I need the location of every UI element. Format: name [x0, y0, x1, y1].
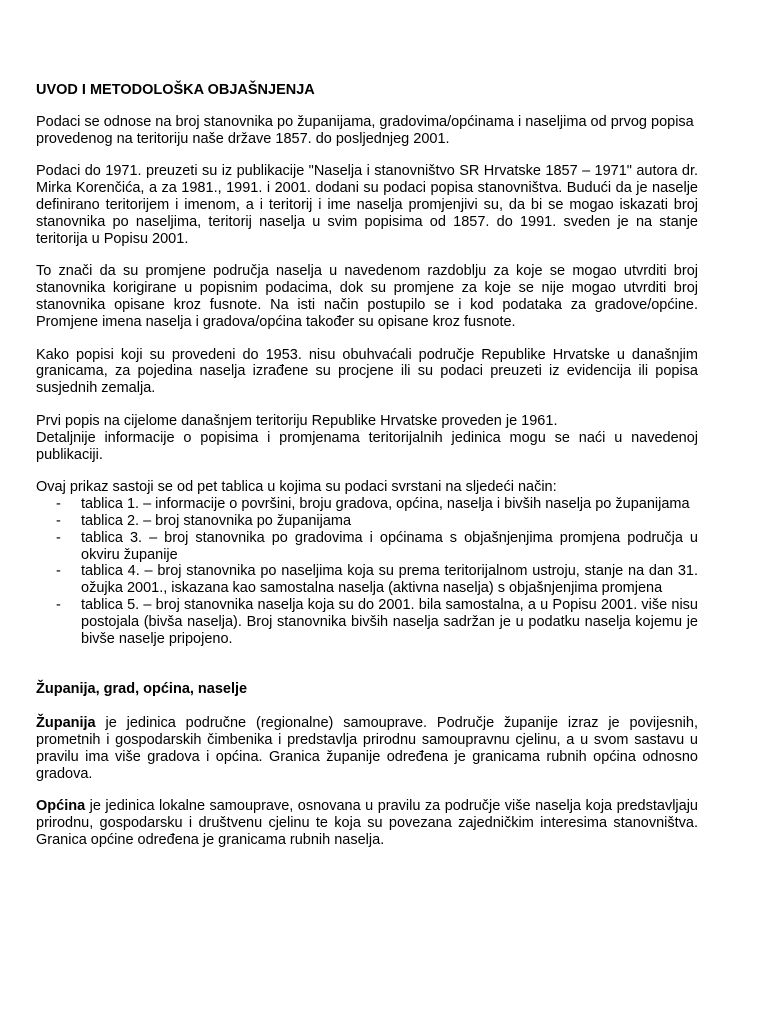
- zupanija-term: Županija: [36, 715, 96, 732]
- list-item: [36, 597, 698, 647]
- opcina-term: Općina: [36, 798, 86, 815]
- list-dash: -: [56, 563, 61, 580]
- list-item: [36, 563, 698, 597]
- list-dash: -: [56, 529, 61, 546]
- intro-paragraph-2: Podaci do 1971. preuzeti su iz publikacije "Naselja i stanovništvo SR Hrvatske 1857 – 1971" autora dr. Mirka Korenčića, a za 1981., 1991. i 2001. dodani su podaci popisa stanovništva. Budući da je naselje definirano teritorijem i imenom, a i teritorij i ime naselja promjenjivi su, da bi se mogao iskazati broj stanovnika po naseljima, teritorij naselja u svim popisima od 1857. do 1991. sveden je na stanje teritorija u Popisu 2001.: [36, 163, 698, 247]
- intro-paragraph-5: [36, 413, 698, 463]
- zupanija-definition: je jedinica područne (regionalne) samouprave. Područje županije izraz je povijesnih, prometnih i gospodarskih čimbenika i predstavlja prirodnu samoupravnu cjelinu, a u svom sastavu u pravilu ima više gradova i općina. Granica županije određena je granicama rubnih općina odnosno gradova.: [36, 715, 698, 782]
- zupanija-paragraph: [36, 715, 698, 782]
- intro-paragraph-5-line-1: Prvi popis na cijelome današnjem teritoriju Republike Hrvatske proveden je 1961.: [36, 412, 558, 429]
- list-dash: -: [56, 496, 61, 513]
- list-dash: -: [56, 596, 61, 613]
- list-item-text: tablica 1. – informacije o površini, broju gradova, općina, naselja i bivših naselja po županijama: [81, 496, 690, 513]
- list-item: [36, 513, 698, 530]
- list-dash: -: [56, 512, 61, 529]
- intro-paragraph-4: Kako popisi koji su provedeni do 1953. nisu obuhvaćali područje Republike Hrvatske u današnjim granicama, za pojedina naselja izrađene su procjene ili su podaci preuzeti iz evidencija ili popisa susjednih zemalja.: [36, 346, 698, 397]
- opcina-definition: je jedinica lokalne samouprave, osnovana u pravilu za područje više naselja koja predstavljaju prirodnu, gospodarsku i društvenu cjelinu te koja su povezana zajedničkim interesima stanovništva. Granica općine određena je granicama rubnih naselja.: [36, 798, 698, 848]
- intro-paragraph-3: To znači da su promjene područja naselja u navedenom razdoblju za koje se mogao utvrditi broj stanovnika korigirane u popisnim podacima, dok su promjene za koje se nije mogao utvrditi broj stanovnika opisane kroz fusnote. Na isti način postupilo se i kod podataka za gradove/općine. Promjene imena naselja i gradova/općina također su opisane kroz fusnote.: [36, 263, 698, 330]
- list-item: [36, 496, 698, 513]
- table-list: [36, 496, 698, 647]
- list-item: [36, 530, 698, 564]
- table-list-intro: Ovaj prikaz sastoji se od pet tablica u kojima su podaci svrstani na sljedeći način:: [36, 479, 557, 496]
- list-item-text: tablica 2. – broj stanovnika po županijama: [81, 512, 352, 529]
- list-item-text: tablica 3. – broj stanovnika po gradovima i općinama s objašnjenjima promjena područja u okviru županije: [81, 529, 698, 563]
- document-page: [36, 82, 698, 865]
- intro-paragraph-1: Podaci se odnose na broj stanovnika po županijama, gradovima/općinama i naseljima od prvog popisa provedenog na teritoriju naše države 1857. do posljednjeg 2001.: [36, 113, 694, 147]
- section-heading: Županija, grad, općina, naselje: [36, 681, 248, 698]
- intro-paragraph-5-line-2: Detaljnije informacije o popisima i promjenama teritorijalnih jedinica mogu se naći u navedenoj publikaciji.: [36, 429, 698, 463]
- opcina-paragraph: [36, 798, 698, 848]
- list-item-text: tablica 4. – broj stanovnika po naseljima koja su prema teritorijalnom ustroju, stanje na dan 31. ožujka 2001., iskazana kao samostalna naselja (aktivna naselja) s objašnjenjima promjena: [81, 563, 698, 597]
- list-item-text: tablica 5. – broj stanovnika naselja koja su do 2001. bila samostalna, a u Popisu 2001. više nisu postojala (bivša naselja). Broj stanovnika bivših naselja sadržan je u podatku naselja kojemu je bivše naselje pripojeno.: [81, 596, 698, 647]
- page-title: UVOD I METODOLOŠKA OBJAŠNJENJA: [36, 82, 315, 98]
